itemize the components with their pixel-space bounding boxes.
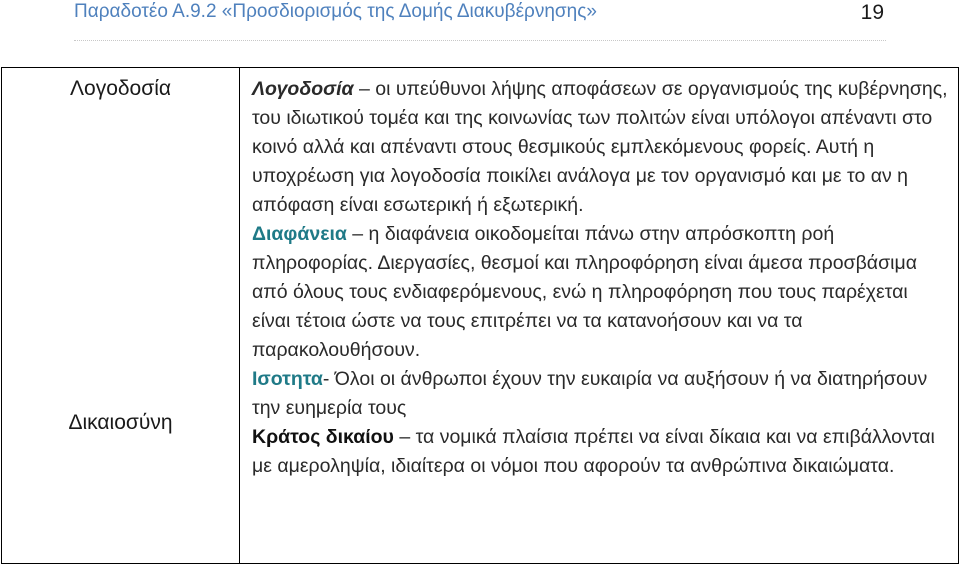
document-title: Παραδοτέο Α.9.2 «Προσδιορισμός της Δομής Διακυβέρνησης»: [74, 1, 597, 22]
principle-column: [2, 68, 240, 564]
governance-principles-table: [1, 67, 959, 564]
term-equality: Ισοτητα: [252, 368, 323, 390]
description-column: [240, 68, 959, 564]
page-header: [74, 0, 886, 40]
paragraph-transparency: [252, 220, 948, 365]
principle-label-justice: Δικαιοσύνη: [68, 411, 173, 434]
paragraph-text: - Όλοι οι άνθρωποι έχουν την ευκαιρία να αυξήσουν ή να διατηρήσουν την ευημερία τους: [252, 368, 928, 419]
paragraph-accountability: [252, 75, 948, 220]
description-text: [240, 68, 958, 481]
term-accountability: Λογοδοσία: [252, 78, 354, 100]
paragraph-text: – τα νομικά πλαίσια πρέπει να είναι δίκαια και να επιβάλλονται με αμεροληψία, ιδιαίτερα οι νόμοι που αφορούν τα ανθρώπινα δικαιώματα.: [252, 426, 935, 477]
paragraph-text: – η διαφάνεια οικοδομείται πάνω στην απρόσκοπτη ροή πληροφορίας. Διεργασίες, θεσμοί και πληροφόρηση είναι άμεσα προσβάσιμα από όλους τους ενδιαφερόμενους, ενώ η πληροφόρηση που τους παρέχεται είναι τέτοια ώστε να τους επιτρέπει να τα κατανοήσουν και να τα παρακολουθήσουν.: [252, 223, 917, 361]
term-rule-of-law: Κράτος δικαίου: [252, 426, 394, 448]
paragraph-text: – οι υπεύθυνοι λήψης αποφάσεων σε οργανισμούς της κυβέρνησης, του ιδιωτικού τομέα και της κοινωνίας των πολιτών είναι υπόλογοι απέναντι στο κοινό αλλά και απέναντι στους θεσμικούς εμπλεκόμενους φορείς. Αυτή η υποχρέωση για λογοδοσία ποικίλει ανάλογα με τον οργανισμό και με το αν η απόφαση είναι εσωτερική ή εξωτερική.: [252, 78, 948, 216]
paragraph-rule-of-law: [252, 423, 948, 481]
principle-label-accountability: Λογοδοσία: [69, 77, 172, 100]
page-number: 19: [860, 1, 884, 24]
term-transparency: Διαφάνεια: [252, 223, 347, 245]
header-divider: [74, 40, 886, 41]
paragraph-equality: [252, 365, 948, 423]
